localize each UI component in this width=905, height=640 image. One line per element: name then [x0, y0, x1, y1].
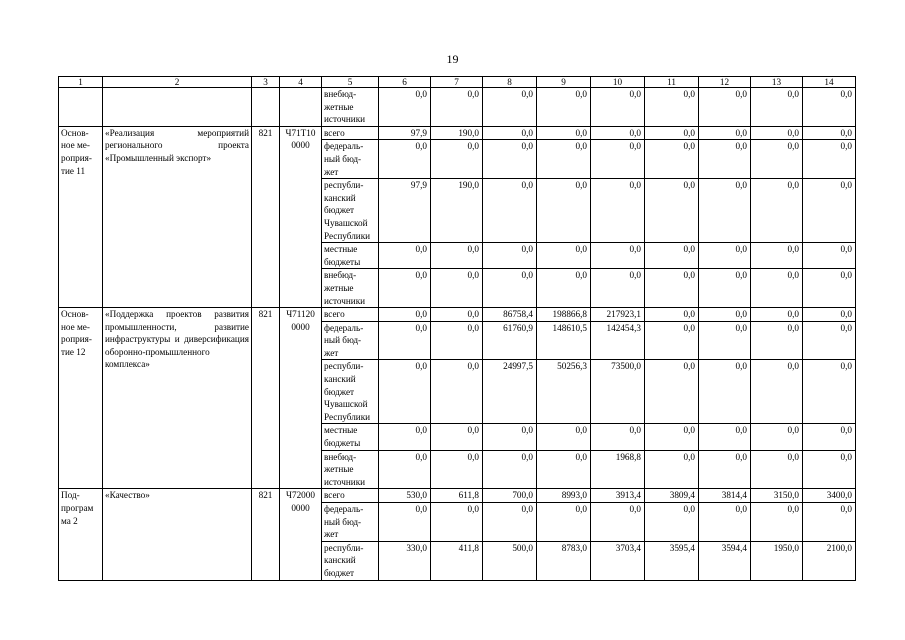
amount-cell: 0,0: [537, 88, 591, 127]
table-row: [59, 88, 856, 127]
amount-cell: 142454,3: [591, 321, 645, 360]
amount-cell: 217923,1: [591, 308, 645, 322]
amount-cell: 0,0: [591, 243, 645, 269]
measure-name: «Поддержка проектов развития промышленности, развитие инфраструктуры и диверсификация оборонно-промышленного комплекса»: [103, 308, 252, 489]
cell-line: 0000: [291, 140, 310, 151]
cell-line: источники: [324, 476, 366, 487]
amount-cell: 2100,0: [803, 541, 856, 580]
funding-source: [322, 503, 379, 542]
measure-type: [59, 489, 103, 580]
amount-cell: 190,0: [431, 126, 483, 140]
cell-line: жетные: [324, 101, 354, 112]
amount-cell: 0,0: [803, 140, 856, 179]
funding-source: [322, 360, 379, 424]
amount-cell: 0,0: [537, 179, 591, 243]
amount-cell: 0,0: [537, 503, 591, 542]
cell-line: бюджеты: [324, 438, 361, 449]
amount-cell: 0,0: [591, 179, 645, 243]
column-number: 3: [252, 77, 280, 88]
amount-cell: 0,0: [699, 450, 751, 489]
header-row: [59, 77, 856, 88]
column-number: 11: [645, 77, 699, 88]
amount-cell: 0,0: [431, 360, 483, 424]
amount-cell: 3400,0: [803, 489, 856, 503]
cell-line: роприя-: [61, 334, 92, 345]
amount-cell: 0,0: [699, 308, 751, 322]
amount-cell: 0,0: [645, 88, 699, 127]
amount-cell: 0,0: [431, 450, 483, 489]
amount-cell: 3703,4: [591, 541, 645, 580]
funding-source: [322, 179, 379, 243]
funding-source: [322, 88, 379, 127]
amount-cell: 0,0: [645, 308, 699, 322]
amount-cell: 0,0: [803, 179, 856, 243]
amount-cell: 0,0: [537, 126, 591, 140]
amount-cell: 0,0: [803, 269, 856, 308]
amount-cell: 86758,4: [483, 308, 537, 322]
column-number: 6: [379, 77, 431, 88]
amount-cell: 0,0: [751, 126, 803, 140]
amount-cell: 0,0: [431, 503, 483, 542]
amount-cell: 0,0: [431, 88, 483, 127]
cell-line: всего: [324, 490, 345, 501]
funding-source: [322, 243, 379, 269]
amount-cell: 0,0: [431, 321, 483, 360]
column-number: 13: [751, 77, 803, 88]
cell-line: Основ-: [61, 309, 89, 320]
amount-cell: 0,0: [699, 321, 751, 360]
cell-line: ма 2: [61, 515, 78, 526]
amount-cell: 0,0: [379, 503, 431, 542]
amount-cell: 1950,0: [751, 541, 803, 580]
measure-name: «Качество»: [103, 489, 252, 580]
amount-cell: 0,0: [751, 450, 803, 489]
amount-cell: 0,0: [591, 269, 645, 308]
measure-name: «Реализация мероприятий регионального проекта «Промышленный экспорт»: [103, 126, 252, 307]
amount-cell: 0,0: [803, 88, 856, 127]
amount-cell: 0,0: [645, 321, 699, 360]
amount-cell: 0,0: [751, 269, 803, 308]
amount-cell: 500,0: [483, 541, 537, 580]
amount-cell: 411,8: [431, 541, 483, 580]
cell-line: 0000: [291, 503, 310, 513]
cell-line: федераль-: [324, 322, 364, 333]
amount-cell: 0,0: [537, 424, 591, 450]
column-number: 9: [537, 77, 591, 88]
cell-line: бюджет: [324, 567, 355, 578]
amount-cell: 61760,9: [483, 321, 537, 360]
amount-cell: 0,0: [591, 88, 645, 127]
amount-cell: 0,0: [431, 269, 483, 308]
amount-cell: 0,0: [537, 269, 591, 308]
cell-line: програм: [61, 503, 94, 513]
funding-source: [322, 321, 379, 360]
cell-line: Под-: [61, 490, 80, 501]
cell-line: Чувашской: [324, 217, 368, 228]
cell-line: ное ме-: [61, 140, 90, 151]
amount-cell: 0,0: [537, 140, 591, 179]
amount-cell: 0,0: [431, 424, 483, 450]
amount-cell: 0,0: [591, 424, 645, 450]
amount-cell: 0,0: [379, 360, 431, 424]
amount-cell: 97,9: [379, 126, 431, 140]
amount-cell: 0,0: [699, 140, 751, 179]
amount-cell: 8783,0: [537, 541, 591, 580]
cell-line: источники: [324, 295, 366, 306]
amount-cell: 0,0: [699, 424, 751, 450]
cell-line: канский: [324, 374, 356, 385]
funding-source: [322, 140, 379, 179]
amount-cell: 3150,0: [751, 489, 803, 503]
amount-cell: 0,0: [379, 243, 431, 269]
cell-line: внебюд-: [324, 270, 357, 281]
measure-type: [59, 88, 103, 127]
funding-source: [322, 269, 379, 308]
amount-cell: 8993,0: [537, 489, 591, 503]
cell-line: роприя-: [61, 152, 92, 163]
cell-line: республи-: [324, 361, 364, 372]
amount-cell: 0,0: [483, 126, 537, 140]
amount-cell: 0,0: [751, 140, 803, 179]
amount-cell: 0,0: [699, 360, 751, 424]
amount-cell: 0,0: [483, 424, 537, 450]
cell-line: бюджеты: [324, 256, 361, 267]
cell-line: жетные: [324, 464, 354, 475]
amount-cell: 0,0: [645, 450, 699, 489]
admin-code: 821: [252, 308, 280, 489]
cell-line: федераль-: [324, 141, 364, 152]
amount-cell: 0,0: [699, 126, 751, 140]
amount-cell: 0,0: [591, 126, 645, 140]
amount-cell: 0,0: [431, 140, 483, 179]
cell-line: Ч71120: [286, 309, 315, 320]
cell-line: жетные: [324, 282, 354, 293]
amount-cell: 0,0: [751, 424, 803, 450]
amount-cell: 0,0: [431, 243, 483, 269]
amount-cell: 0,0: [751, 179, 803, 243]
amount-cell: 0,0: [699, 503, 751, 542]
column-number: 10: [591, 77, 645, 88]
cell-line: Основ-: [61, 127, 89, 138]
amount-cell: 3814,4: [699, 489, 751, 503]
column-number: 8: [483, 77, 537, 88]
funding-source: [322, 308, 379, 322]
cell-line: ное ме-: [61, 321, 90, 332]
amount-cell: 0,0: [483, 503, 537, 542]
cell-line: внебюд-: [324, 89, 357, 99]
amount-cell: 0,0: [803, 450, 856, 489]
table-row: [59, 308, 856, 322]
amount-cell: 0,0: [751, 243, 803, 269]
admin-code: [252, 88, 280, 127]
amount-cell: 0,0: [591, 503, 645, 542]
cell-line: бюджет: [324, 205, 355, 216]
funding-source: [322, 424, 379, 450]
cell-line: канский: [324, 555, 356, 566]
amount-cell: 0,0: [803, 503, 856, 542]
amount-cell: 190,0: [431, 179, 483, 243]
table-row: [59, 126, 856, 140]
amount-cell: 0,0: [803, 308, 856, 322]
funding-source: [322, 126, 379, 140]
column-number: 1: [59, 77, 103, 88]
amount-cell: 0,0: [483, 269, 537, 308]
amount-cell: 0,0: [483, 450, 537, 489]
amount-cell: 0,0: [803, 126, 856, 140]
amount-cell: 3809,4: [645, 489, 699, 503]
table-row: [59, 489, 856, 503]
amount-cell: 611,8: [431, 489, 483, 503]
amount-cell: 700,0: [483, 489, 537, 503]
amount-cell: 0,0: [803, 360, 856, 424]
cell-line: республи-: [324, 180, 364, 191]
cell-line: ный бюд-: [324, 335, 362, 346]
cell-line: источники: [324, 114, 366, 125]
cell-line: местные: [324, 425, 358, 436]
amount-cell: 148610,5: [537, 321, 591, 360]
cell-line: всего: [324, 309, 345, 320]
amount-cell: 0,0: [751, 308, 803, 322]
measure-type: [59, 308, 103, 489]
cell-line: жет: [324, 529, 339, 540]
amount-cell: 0,0: [431, 308, 483, 322]
amount-cell: 0,0: [699, 179, 751, 243]
amount-cell: 0,0: [699, 243, 751, 269]
funding-source: [322, 541, 379, 580]
budget-class-code: [280, 88, 322, 127]
cell-line: 0000: [291, 321, 310, 332]
cell-line: республи-: [324, 542, 364, 553]
measure-type: [59, 126, 103, 307]
amount-cell: 24997,5: [483, 360, 537, 424]
funding-source: [322, 489, 379, 503]
amount-cell: 3594,4: [699, 541, 751, 580]
amount-cell: 0,0: [645, 140, 699, 179]
amount-cell: 0,0: [645, 269, 699, 308]
amount-cell: 0,0: [537, 450, 591, 489]
cell-line: жет: [324, 166, 339, 177]
amount-cell: 0,0: [379, 450, 431, 489]
amount-cell: 0,0: [751, 321, 803, 360]
amount-cell: 0,0: [803, 243, 856, 269]
page-number: 19: [446, 52, 459, 66]
amount-cell: 0,0: [803, 424, 856, 450]
amount-cell: 0,0: [379, 269, 431, 308]
budget-class-code: [280, 308, 322, 489]
column-number: 2: [103, 77, 252, 88]
admin-code: 821: [252, 489, 280, 580]
cell-line: местные: [324, 244, 358, 255]
amount-cell: 0,0: [751, 88, 803, 127]
amount-cell: 330,0: [379, 541, 431, 580]
cell-line: всего: [324, 127, 345, 138]
cell-line: внебюд-: [324, 451, 357, 462]
cell-line: бюджет: [324, 386, 355, 397]
amount-cell: 0,0: [483, 179, 537, 243]
amount-cell: 0,0: [591, 140, 645, 179]
cell-line: Чувашской: [324, 399, 368, 410]
amount-cell: 73500,0: [591, 360, 645, 424]
amount-cell: 0,0: [751, 360, 803, 424]
budget-table: [58, 76, 856, 581]
amount-cell: 0,0: [379, 308, 431, 322]
funding-source: [322, 450, 379, 489]
cell-line: тие 11: [61, 165, 86, 176]
column-number: 14: [803, 77, 856, 88]
amount-cell: 0,0: [699, 269, 751, 308]
amount-cell: 0,0: [379, 88, 431, 127]
amount-cell: 0,0: [645, 179, 699, 243]
amount-cell: 50256,3: [537, 360, 591, 424]
amount-cell: 0,0: [645, 424, 699, 450]
admin-code: 821: [252, 126, 280, 307]
column-number: 5: [322, 77, 379, 88]
amount-cell: 530,0: [379, 489, 431, 503]
amount-cell: 3595,4: [645, 541, 699, 580]
amount-cell: 0,0: [645, 243, 699, 269]
amount-cell: 0,0: [379, 321, 431, 360]
budget-class-code: [280, 126, 322, 307]
cell-line: Ч72000: [286, 490, 315, 501]
amount-cell: 0,0: [379, 140, 431, 179]
budget-class-code: [280, 489, 322, 580]
amount-cell: 0,0: [645, 503, 699, 542]
amount-cell: 0,0: [645, 360, 699, 424]
cell-line: тие 12: [61, 346, 86, 357]
cell-line: жет: [324, 347, 339, 358]
amount-cell: 0,0: [379, 424, 431, 450]
amount-cell: 0,0: [483, 140, 537, 179]
amount-cell: 0,0: [645, 126, 699, 140]
cell-line: канский: [324, 192, 356, 203]
amount-cell: 198866,8: [537, 308, 591, 322]
column-number: 7: [431, 77, 483, 88]
cell-line: ный бюд-: [324, 153, 362, 164]
amount-cell: 0,0: [751, 503, 803, 542]
column-number: 12: [699, 77, 751, 88]
amount-cell: 97,9: [379, 179, 431, 243]
amount-cell: 0,0: [483, 88, 537, 127]
cell-line: Республики: [324, 411, 371, 422]
amount-cell: 0,0: [699, 88, 751, 127]
amount-cell: 3913,4: [591, 489, 645, 503]
column-number: 4: [280, 77, 322, 88]
cell-line: ный бюд-: [324, 516, 362, 527]
cell-line: Ч71Т10: [285, 127, 316, 138]
measure-name: [103, 88, 252, 127]
amount-cell: 0,0: [803, 321, 856, 360]
cell-line: федераль-: [324, 504, 364, 514]
amount-cell: 1968,8: [591, 450, 645, 489]
amount-cell: 0,0: [537, 243, 591, 269]
cell-line: Республики: [324, 230, 371, 241]
amount-cell: 0,0: [483, 243, 537, 269]
